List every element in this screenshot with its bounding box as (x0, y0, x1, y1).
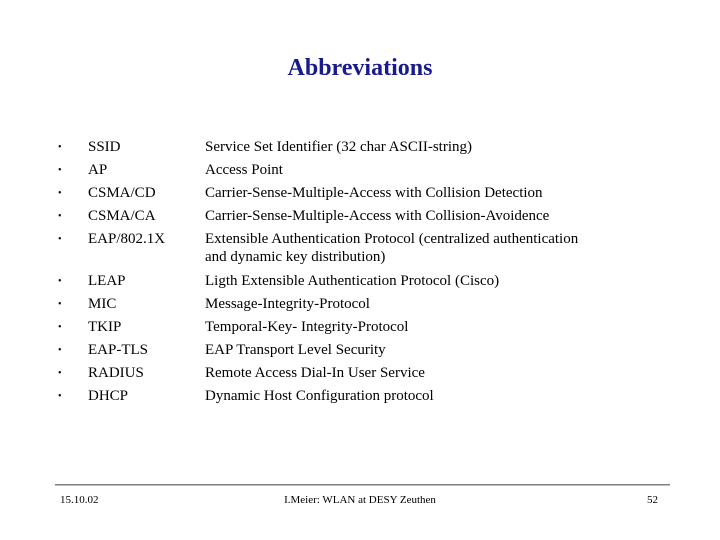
list-item (0, 293, 720, 316)
abbreviation: CSMA/CA (88, 208, 156, 224)
definition: Remote Access Dial-In User Service (205, 365, 425, 381)
bullet-icon: • (58, 368, 62, 379)
abbreviation: AP (88, 162, 108, 178)
definition: Temporal-Key- Integrity-Protocol (205, 319, 409, 335)
list-item (0, 270, 720, 293)
bullet-icon: • (58, 142, 62, 153)
abbreviation: DHCP (88, 388, 129, 404)
definition: Service Set Identifier (32 char ASCII-string) (205, 139, 473, 155)
definition: Message-Integrity-Protocol (205, 296, 370, 312)
bullet-icon: • (58, 299, 62, 310)
bullet-icon: • (58, 234, 62, 245)
abbreviation: SSID (88, 139, 121, 155)
definition-continued: and dynamic key distribution) (205, 249, 386, 265)
list-item (0, 362, 720, 385)
list-item (0, 205, 720, 228)
abbreviation: RADIUS (88, 365, 144, 381)
definition: Access Point (205, 162, 283, 178)
list-item (0, 385, 720, 408)
list-item (0, 339, 720, 362)
bullet-icon: • (58, 345, 62, 356)
abbreviation: EAP/802.1X (88, 231, 166, 247)
definition: Carrier-Sense-Multiple-Access with Collision Detection (205, 185, 543, 201)
list-item (0, 136, 720, 159)
list-item (0, 228, 720, 269)
abbreviation: CSMA/CD (88, 185, 156, 201)
abbreviation: EAP-TLS (88, 342, 148, 358)
bullet-icon: • (58, 165, 62, 176)
bullet-icon: • (58, 188, 62, 199)
bullet-icon: • (58, 211, 62, 222)
bullet-icon: • (58, 322, 62, 333)
footer-date: 15.10.02 (60, 494, 99, 506)
bullet-icon: • (58, 276, 62, 287)
definition: Carrier-Sense-Multiple-Access with Collision-Avoidence (205, 208, 550, 224)
abbreviation: MIC (88, 296, 117, 312)
definition: EAP Transport Level Security (205, 342, 386, 358)
list-item (0, 159, 720, 182)
definition: Extensible Authentication Protocol (centralized authentication (205, 231, 579, 247)
page-number: 52 (647, 494, 658, 506)
footer-author: I.Meier: WLAN at DESY Zeuthen (284, 494, 436, 506)
definition: Dynamic Host Configuration protocol (205, 388, 434, 404)
definition: Ligth Extensible Authentication Protocol (Cisco) (205, 273, 500, 289)
abbreviation: TKIP (88, 319, 122, 335)
list-item (0, 182, 720, 205)
bullet-icon: • (58, 391, 62, 402)
slide-title: Abbreviations (287, 55, 433, 81)
abbreviation: LEAP (88, 273, 126, 289)
list-item (0, 316, 720, 339)
footer-divider (55, 484, 670, 485)
